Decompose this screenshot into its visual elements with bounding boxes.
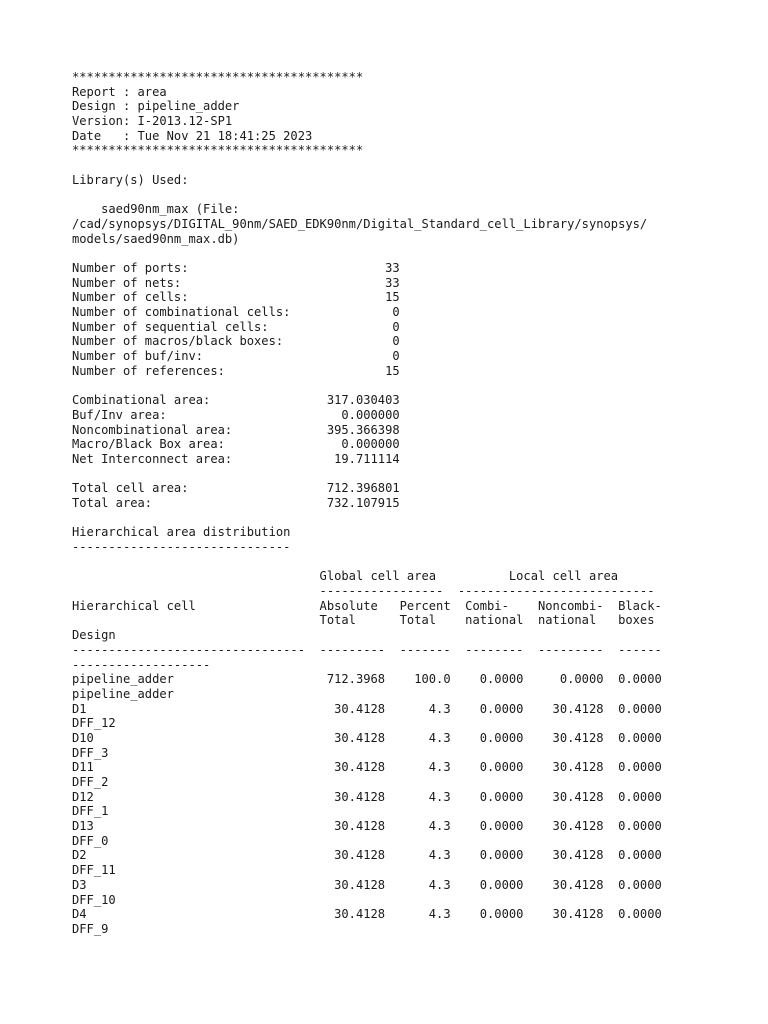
report-line: D11 30.4128 4.3 0.0000 30.4128 0.0000 xyxy=(72,760,662,775)
report-line xyxy=(72,188,662,203)
report-line: -------------------------------- --------- ------- -------- --------- ------ xyxy=(72,642,662,657)
report-line: DFF_3 xyxy=(72,745,109,760)
report-line: Number of combinational cells: 0 xyxy=(72,305,400,319)
report-line: Buf/Inv area: 0.000000 xyxy=(72,407,400,422)
report-line: pipeline_adder 712.3968 100.0 0.0000 0.0000 0.0000 xyxy=(72,672,662,687)
report-line: Noncombinational area: 395.366398 xyxy=(72,422,400,437)
report-line: Design : pipeline_adder xyxy=(72,99,240,114)
report-line: DFF_2 xyxy=(72,775,109,789)
report-line: **************************************** xyxy=(72,70,364,84)
report-line: saed90nm_max (File: xyxy=(72,202,240,217)
report-line xyxy=(72,158,662,173)
report-line: DFF_1 xyxy=(72,804,109,819)
report-line: D1 30.4128 4.3 0.0000 30.4128 0.0000 xyxy=(72,701,662,716)
report-line: Library(s) Used: xyxy=(72,172,189,187)
report-line xyxy=(72,511,662,526)
report-line: Number of cells: 15 xyxy=(72,290,400,305)
report-line: Number of macros/black boxes: 0 xyxy=(72,334,400,349)
report-line: /cad/synopsys/DIGITAL_90nm/SAED_EDK90nm/Digital_Standard_cell_Library/synopsys/ xyxy=(72,216,648,231)
report-line: D3 30.4128 4.3 0.0000 30.4128 0.0000 xyxy=(72,877,662,892)
area-report xyxy=(72,70,662,937)
report-line: Number of sequential cells: 0 xyxy=(72,319,400,334)
report-line: Number of nets: 33 xyxy=(72,275,400,290)
report-line: models/saed90nm_max.db) xyxy=(72,231,240,246)
report-line: DFF_0 xyxy=(72,833,109,848)
report-line: Total Total national national boxes xyxy=(72,613,655,628)
report-line xyxy=(72,378,662,393)
report-line: Design xyxy=(72,628,116,643)
report-line: Combinational area: 317.030403 xyxy=(72,393,400,408)
report-line xyxy=(72,246,662,261)
report-line: Number of ports: 33 xyxy=(72,260,400,275)
report-line: D13 30.4128 4.3 0.0000 30.4128 0.0000 xyxy=(72,819,662,834)
report-line: Number of references: 15 xyxy=(72,363,400,378)
report-line: Total area: 732.107915 xyxy=(72,495,400,510)
report-line: DFF_11 xyxy=(72,863,116,878)
report-line xyxy=(72,467,662,482)
report-line: Macro/Black Box area: 0.000000 xyxy=(72,437,400,452)
report-line: Net Interconnect area: 19.711114 xyxy=(72,451,400,466)
report-line: Global cell area Local cell area xyxy=(72,569,619,584)
report-line: **************************************** xyxy=(72,143,364,158)
report-line: ------------------- xyxy=(72,657,211,672)
report-line: D10 30.4128 4.3 0.0000 30.4128 0.0000 xyxy=(72,730,662,745)
report-line: D4 30.4128 4.3 0.0000 30.4128 0.0000 xyxy=(72,907,662,922)
report-line: Date : Tue Nov 21 18:41:25 2023 xyxy=(72,128,313,143)
report-line: Report : area xyxy=(72,84,167,99)
report-line: Hierarchical area distribution xyxy=(72,525,291,540)
report-line xyxy=(72,555,662,570)
report-line: Version: I-2013.12-SP1 xyxy=(72,114,233,129)
report-line: Total cell area: 712.396801 xyxy=(72,481,400,496)
report-line: D12 30.4128 4.3 0.0000 30.4128 0.0000 xyxy=(72,789,662,804)
report-line: ------------------------------ xyxy=(72,540,291,554)
report-line: DFF_10 xyxy=(72,892,116,907)
report-line: DFF_9 xyxy=(72,921,109,936)
report-line: DFF_12 xyxy=(72,716,116,731)
report-line: Hierarchical cell Absolute Percent Combi- Noncombi- Black- xyxy=(72,598,662,613)
report-line: D2 30.4128 4.3 0.0000 30.4128 0.0000 xyxy=(72,848,662,863)
report-line: Number of buf/inv: 0 xyxy=(72,349,400,364)
report-line: pipeline_adder xyxy=(72,686,174,701)
report-line: ----------------- --------------------------- xyxy=(72,584,655,599)
